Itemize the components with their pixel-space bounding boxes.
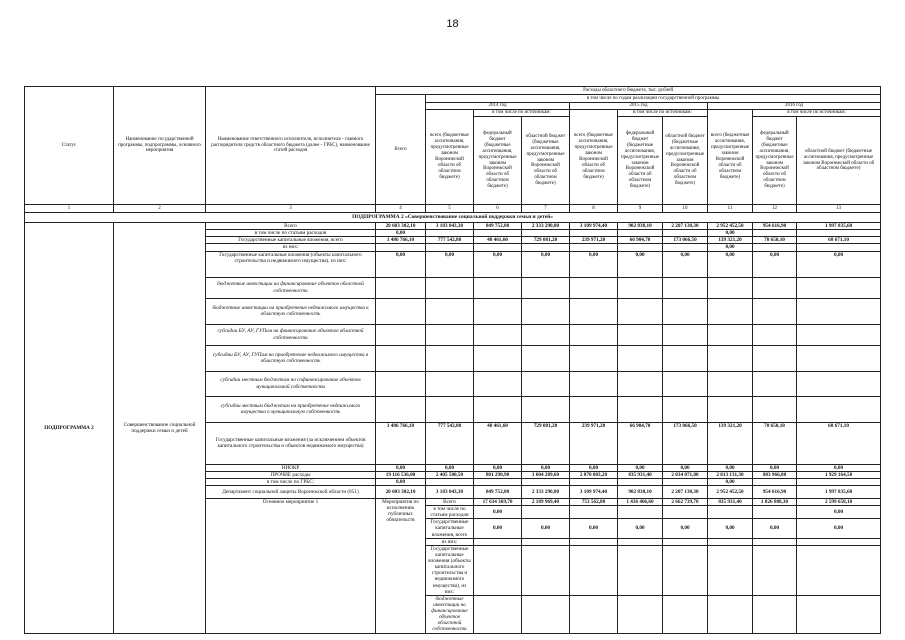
- header-status: Статус: [25, 87, 114, 205]
- value-cell: [522, 230, 570, 237]
- row-label: Государственные капитальные вложения (объекты капитального строительства и недвижимого имущества), из них:: [206, 251, 376, 277]
- value-cell: 753 562,80: [570, 498, 618, 505]
- value-cell: [376, 298, 426, 324]
- value-cell: 777 542,80: [426, 237, 474, 244]
- value-cell: 239 971,20: [570, 422, 618, 464]
- value-cell: [570, 345, 618, 371]
- value-cell: 883 966,80: [753, 471, 797, 478]
- value-cell: 1 436 406,60: [618, 498, 663, 505]
- value-cell: 0,00: [797, 251, 881, 277]
- value-cell: [474, 244, 522, 251]
- value-cell: 0,00: [618, 251, 663, 277]
- value-cell: 2 870 003,20: [570, 471, 618, 478]
- value-cell: [570, 545, 618, 595]
- value-cell: [753, 545, 797, 595]
- header-program-name: Наименование государственной программы, подпрограммы, основного мероприятия: [114, 87, 206, 205]
- value-cell: [522, 478, 570, 485]
- value-cell: [663, 230, 708, 237]
- value-cell: 1 997 835,60: [797, 223, 881, 230]
- measure-name: Мероприятия по исполнению публичных обязательств: [376, 498, 426, 633]
- value-cell: 835 931,40: [618, 471, 663, 478]
- header-col-total-2014: всего (бюджетные ассигнования, предусмотренные законом Воронежской области об областном бюджете): [426, 110, 474, 205]
- header-sources-2016: в том числе по источникам:: [753, 110, 881, 117]
- header-year-2016: 2016 год: [708, 103, 881, 110]
- value-cell: [570, 595, 618, 633]
- value-cell: 2 662 739,70: [663, 498, 708, 505]
- value-cell: [753, 595, 797, 633]
- column-number: 3: [206, 205, 376, 213]
- column-number: 2: [114, 205, 206, 213]
- header-sources-2014: в том числе по источникам:: [474, 110, 570, 117]
- value-cell: 0,00: [663, 519, 708, 538]
- value-cell: [663, 506, 708, 519]
- value-cell: [474, 277, 522, 298]
- value-cell: [663, 324, 708, 345]
- value-cell: [753, 230, 797, 237]
- value-cell: [376, 371, 426, 396]
- value-cell: [618, 324, 663, 345]
- value-cell: 2 952 452,50: [708, 223, 753, 230]
- value-cell: [708, 298, 753, 324]
- value-cell: 1 997 835,60: [797, 485, 881, 498]
- value-cell: [474, 230, 522, 237]
- value-cell: [474, 545, 522, 595]
- value-cell: [474, 396, 522, 422]
- page-number: 18: [446, 18, 459, 30]
- column-number: 6: [474, 205, 522, 213]
- value-cell: 729 081,20: [522, 237, 570, 244]
- value-cell: [753, 324, 797, 345]
- value-cell: 0,00: [708, 230, 753, 237]
- value-cell: 0,00: [376, 478, 426, 485]
- value-cell: [753, 506, 797, 519]
- value-cell: 70 650,10: [753, 422, 797, 464]
- value-cell: [474, 345, 522, 371]
- row-label: Всего: [206, 223, 376, 230]
- value-cell: [570, 298, 618, 324]
- column-number: 5: [426, 205, 474, 213]
- header-col-regional-2014: областной бюджет (бюджетные ассигнования, предусмотренные законом Воронежской области об областном бюджете): [522, 117, 570, 205]
- value-cell: [570, 538, 618, 545]
- value-cell: 3 183 043,30: [426, 485, 474, 498]
- value-cell: 0,00: [753, 519, 797, 538]
- value-cell: [426, 396, 474, 422]
- value-cell: 48 461,60: [474, 237, 522, 244]
- row-label: Государственные капитальные вложения (за исключением объектов капитального строительства и объектов недвижимого имущества): [206, 422, 376, 464]
- value-cell: [797, 478, 881, 485]
- header-col-regional-2015: областной бюджет (бюджетные ассигнования, предусмотренные законом Воронежской области об областном бюджете): [663, 117, 708, 205]
- value-cell: 1 929 164,50: [797, 471, 881, 478]
- value-cell: [618, 538, 663, 545]
- value-cell: 835 931,40: [708, 498, 753, 505]
- value-cell: 1 826 808,30: [753, 498, 797, 505]
- row-label: бюджетные инвестиции на финансирование объектов областной собственности: [426, 595, 474, 633]
- value-cell: 902 838,10: [618, 485, 663, 498]
- header-year-2014: 2014 год: [426, 103, 570, 110]
- value-cell: 801 290,90: [474, 471, 522, 478]
- value-cell: [618, 244, 663, 251]
- value-cell: [797, 277, 881, 298]
- value-cell: 68 671,10: [797, 237, 881, 244]
- value-cell: [797, 545, 881, 595]
- value-cell: 0,00: [570, 251, 618, 277]
- row-label: субсидии БУ, АУ, ГУПам на финансирование объектов областной собственности: [206, 324, 376, 345]
- value-cell: [426, 324, 474, 345]
- value-cell: 1 604 209,60: [522, 471, 570, 478]
- row-label: из них:: [426, 538, 474, 545]
- value-cell: [426, 244, 474, 251]
- value-cell: 2 405 500,50: [426, 471, 474, 478]
- value-cell: [522, 277, 570, 298]
- value-cell: 2 333 290,80: [522, 223, 570, 230]
- header-expenses-title: Расходы областного бюджета, тыс. рублей: [376, 87, 881, 95]
- value-cell: 0,00: [663, 464, 708, 471]
- value-cell: 0,00: [522, 519, 570, 538]
- value-cell: 2 813 131,30: [708, 471, 753, 478]
- value-cell: [663, 345, 708, 371]
- value-cell: [797, 345, 881, 371]
- value-cell: 2 207 138,30: [663, 485, 708, 498]
- row-label: в том числе по статьям расходов: [426, 506, 474, 519]
- value-cell: [753, 298, 797, 324]
- value-cell: [618, 277, 663, 298]
- value-cell: 954 616,90: [753, 485, 797, 498]
- value-cell: 0,00: [797, 464, 881, 471]
- measure-status: Основное мероприятие 1: [206, 498, 376, 633]
- value-cell: [753, 345, 797, 371]
- row-label: субсидии БУ, АУ, ГУПам на приобретение недвижимого имущества в областную собственность: [206, 345, 376, 371]
- value-cell: 954 616,90: [753, 223, 797, 230]
- row-label: в том числе по статьям расходов: [206, 230, 376, 237]
- column-number: 13: [797, 205, 881, 213]
- value-cell: [797, 538, 881, 545]
- value-cell: 0,00: [474, 251, 522, 277]
- value-cell: 20 603 302,10: [376, 485, 426, 498]
- value-cell: [663, 371, 708, 396]
- row-label: НИОКР: [206, 464, 376, 471]
- value-cell: 0,00: [797, 506, 881, 519]
- value-cell: 0,00: [570, 464, 618, 471]
- value-cell: 0,00: [376, 251, 426, 277]
- value-cell: 70 650,10: [753, 237, 797, 244]
- value-cell: [663, 538, 708, 545]
- row-label: Государственные капитальные вложения, всего: [206, 237, 376, 244]
- value-cell: [618, 396, 663, 422]
- value-cell: 68 671,10: [797, 422, 881, 464]
- value-cell: [522, 538, 570, 545]
- value-cell: 3 109 974,40: [570, 223, 618, 230]
- value-cell: 0,00: [522, 464, 570, 471]
- value-cell: [570, 396, 618, 422]
- value-cell: 849 752,80: [474, 223, 522, 230]
- value-cell: [474, 595, 522, 633]
- row-label: Департамент социальной защиты Воронежской области (851): [206, 485, 376, 498]
- value-cell: [797, 230, 881, 237]
- value-cell: 1 486 766,10: [376, 422, 426, 464]
- value-cell: [522, 595, 570, 633]
- value-cell: 173 066,50: [663, 237, 708, 244]
- column-number: 10: [663, 205, 708, 213]
- value-cell: 2 599 658,10: [797, 498, 881, 505]
- value-cell: [376, 244, 426, 251]
- value-cell: 0,00: [708, 478, 753, 485]
- value-cell: [663, 595, 708, 633]
- row-label: из них:: [206, 244, 376, 251]
- value-cell: [570, 324, 618, 345]
- budget-table: [24, 86, 881, 634]
- value-cell: [426, 230, 474, 237]
- value-cell: [522, 506, 570, 519]
- value-cell: [474, 371, 522, 396]
- value-cell: [797, 298, 881, 324]
- value-cell: 0,00: [474, 464, 522, 471]
- header-executor-name: Наименование ответственного исполнителя, исполнителя - главного распорядителя средств областного бюджета (далее - ГРБС), наименование статей расходов: [206, 87, 376, 205]
- value-cell: [570, 371, 618, 396]
- value-cell: [522, 324, 570, 345]
- value-cell: 0,00: [618, 464, 663, 471]
- header-sources-2015: в том числе по источникам:: [618, 110, 708, 117]
- value-cell: 2 034 071,80: [663, 471, 708, 478]
- column-number: 12: [753, 205, 797, 213]
- value-cell: [474, 538, 522, 545]
- subprogram-name: Совершенствование социальной поддержки семьи и детей: [114, 223, 206, 634]
- value-cell: [618, 345, 663, 371]
- value-cell: [570, 277, 618, 298]
- value-cell: [797, 595, 881, 633]
- value-cell: [618, 545, 663, 595]
- value-cell: [474, 478, 522, 485]
- header-col-total-2015: всего (бюджетные ассигнования, предусмотренные законом Воронежской области об областном бюджете): [570, 110, 618, 205]
- value-cell: 2 333 290,80: [522, 485, 570, 498]
- value-cell: [708, 277, 753, 298]
- value-cell: [663, 298, 708, 324]
- column-number: 9: [618, 205, 663, 213]
- value-cell: [797, 244, 881, 251]
- value-cell: [376, 396, 426, 422]
- value-cell: 849 752,80: [474, 485, 522, 498]
- value-cell: [797, 324, 881, 345]
- value-cell: 0,00: [522, 251, 570, 277]
- value-cell: 173 066,50: [663, 422, 708, 464]
- value-cell: [708, 371, 753, 396]
- value-cell: 729 081,20: [522, 422, 570, 464]
- value-cell: [708, 506, 753, 519]
- value-cell: [663, 478, 708, 485]
- value-cell: [522, 244, 570, 251]
- value-cell: 0,00: [753, 251, 797, 277]
- value-cell: [708, 545, 753, 595]
- header-col-federal-2014: федеральный бюджет (бюджетные ассигнования, предусмотренные законом Воронежской области об областном бюджете): [474, 117, 522, 205]
- value-cell: 0,00: [426, 464, 474, 471]
- value-cell: 0,00: [376, 230, 426, 237]
- table-row: [25, 223, 881, 230]
- row-label: Государственные капитальные вложения (объекты капитального строительства и недвижимого имущества), из них:: [426, 545, 474, 595]
- row-label: в том числе по ГРБС:: [206, 478, 376, 485]
- value-cell: 0,00: [663, 251, 708, 277]
- value-cell: [618, 506, 663, 519]
- value-cell: 1 486 766,10: [376, 237, 426, 244]
- value-cell: [426, 277, 474, 298]
- value-cell: 139 321,20: [708, 237, 753, 244]
- value-cell: [618, 230, 663, 237]
- value-cell: [522, 298, 570, 324]
- value-cell: 2 189 969,40: [522, 498, 570, 505]
- value-cell: 0,00: [618, 519, 663, 538]
- value-cell: [570, 244, 618, 251]
- value-cell: [663, 545, 708, 595]
- value-cell: [708, 595, 753, 633]
- value-cell: [522, 345, 570, 371]
- header-col-total-2016: всего (бюджетные ассигнования, предусмотренные законом Воронежской области об областном бюджете): [708, 110, 753, 205]
- value-cell: [618, 371, 663, 396]
- column-number: 1: [25, 205, 114, 213]
- value-cell: [663, 277, 708, 298]
- value-cell: [376, 277, 426, 298]
- value-cell: [753, 244, 797, 251]
- value-cell: 2 952 452,50: [708, 485, 753, 498]
- value-cell: [708, 324, 753, 345]
- column-number: 11: [708, 205, 753, 213]
- value-cell: [753, 371, 797, 396]
- value-cell: [753, 396, 797, 422]
- value-cell: 0,00: [570, 519, 618, 538]
- value-cell: [522, 545, 570, 595]
- value-cell: [618, 298, 663, 324]
- value-cell: 3 183 043,30: [426, 223, 474, 230]
- value-cell: [663, 244, 708, 251]
- row-label: бюджетные инвестиции на приобретение недвижимого имущества в областную собственность: [206, 298, 376, 324]
- value-cell: [708, 396, 753, 422]
- value-cell: [753, 277, 797, 298]
- value-cell: [753, 538, 797, 545]
- value-cell: 139 321,20: [708, 422, 753, 464]
- section-title: ПОДПРОГРАММА 2 «Совершенствование социальной поддержки семьи и детей»: [25, 213, 881, 223]
- row-label: субсидии местным бюджетам на софинансирование объектов муниципальной собственности: [206, 371, 376, 396]
- value-cell: 777 542,80: [426, 422, 474, 464]
- value-cell: 20 603 302,10: [376, 223, 426, 230]
- value-cell: [474, 324, 522, 345]
- value-cell: 239 971,20: [570, 237, 618, 244]
- value-cell: 0,00: [376, 464, 426, 471]
- value-cell: 2 207 138,30: [663, 223, 708, 230]
- subprogram-status: ПОДПРОГРАММА 2: [25, 223, 114, 634]
- value-cell: [797, 396, 881, 422]
- value-cell: [570, 230, 618, 237]
- value-cell: 0,00: [708, 251, 753, 277]
- value-cell: [708, 538, 753, 545]
- value-cell: 17 634 369,70: [474, 498, 522, 505]
- column-numbers-row: [25, 205, 881, 213]
- value-cell: 48 461,60: [474, 422, 522, 464]
- value-cell: 902 838,10: [618, 223, 663, 230]
- value-cell: 0,00: [708, 244, 753, 251]
- value-cell: [426, 298, 474, 324]
- header-col-federal-2016: федеральный бюджет (бюджетные ассигнования, предусмотренные законом Воронежской области об областном бюджете): [753, 117, 797, 205]
- row-label: Всего: [426, 498, 474, 505]
- header-col-regional-2016: областной бюджет (бюджетные ассигнования, предусмотренные законом Воронежской области об областном бюджете): [797, 117, 881, 205]
- value-cell: [522, 396, 570, 422]
- value-cell: [618, 595, 663, 633]
- value-cell: 19 116 536,00: [376, 471, 426, 478]
- row-label: субсидии местным бюджетам на приобретение недвижимого имущества в муниципальную собственность: [206, 396, 376, 422]
- value-cell: 0,00: [474, 506, 522, 519]
- column-number: 8: [570, 205, 618, 213]
- value-cell: 0,00: [474, 519, 522, 538]
- value-cell: 66 904,70: [618, 237, 663, 244]
- value-cell: [618, 478, 663, 485]
- value-cell: [570, 478, 618, 485]
- column-number: 4: [376, 205, 426, 213]
- value-cell: [708, 345, 753, 371]
- value-cell: [570, 506, 618, 519]
- value-cell: [426, 478, 474, 485]
- value-cell: 0,00: [708, 519, 753, 538]
- value-cell: 3 109 974,40: [570, 485, 618, 498]
- value-cell: 66 904,70: [618, 422, 663, 464]
- value-cell: [376, 345, 426, 371]
- value-cell: [797, 371, 881, 396]
- value-cell: [663, 396, 708, 422]
- header-col-federal-2015: федеральный бюджет (бюджетные ассигнования, предусмотренные законом Воронежской области об областном бюджете): [618, 117, 663, 205]
- value-cell: [474, 298, 522, 324]
- value-cell: [376, 324, 426, 345]
- value-cell: 0,00: [753, 464, 797, 471]
- value-cell: [522, 371, 570, 396]
- header-by-years: в том числе по годам реализации государственной программы: [426, 95, 881, 103]
- value-cell: [426, 345, 474, 371]
- header-year-2015: 2015 год: [570, 103, 708, 110]
- value-cell: [753, 478, 797, 485]
- header-total: Всего: [376, 95, 426, 205]
- value-cell: 0,00: [426, 251, 474, 277]
- row-label: бюджетные инвестиции на финансирование объектов областной собственности: [206, 277, 376, 298]
- value-cell: 0,00: [797, 519, 881, 538]
- row-label: ПРОЧИЕ расходы: [206, 471, 376, 478]
- value-cell: [426, 371, 474, 396]
- row-label: Государственные капитальные вложения, всего: [426, 519, 474, 538]
- value-cell: 0,00: [708, 464, 753, 471]
- column-number: 7: [522, 205, 570, 213]
